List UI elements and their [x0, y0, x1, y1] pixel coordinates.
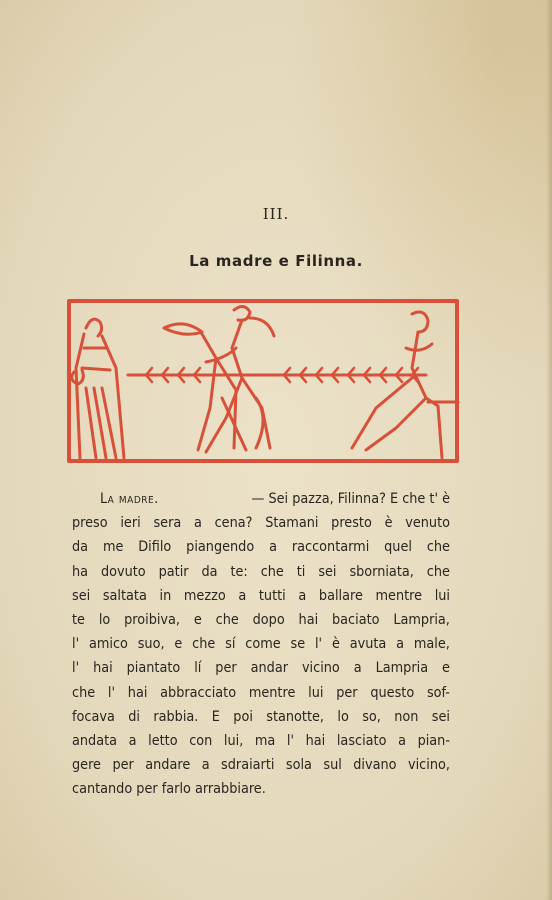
- text-line-8: che l' hai abbracciato mentre lui per questo sof-: [72, 684, 450, 701]
- text-line-1: preso ieri sera a cena? Stamani presto è venuto: [72, 515, 450, 532]
- speaker-name: La madre.: [100, 491, 159, 507]
- text-line-7: l' hai piantato lí per andar vicino a Lampria e: [72, 660, 450, 677]
- chapter-number: III.: [262, 205, 290, 223]
- text-line-6: l' amico suo, e che sí come se l' è avuta a male,: [72, 636, 450, 653]
- ornamental-frieze-illustration: [66, 298, 460, 464]
- standing-figure: [72, 319, 124, 458]
- text-line-5: te lo proibiva, e che dopo hai baciato Lampria,: [72, 611, 450, 628]
- text-line-0: — Sei pazza, Filinna? E che t' è: [251, 491, 450, 507]
- text-line: [72, 487, 450, 511]
- text-line-12: cantando per farlo arrabbiare.: [72, 781, 266, 798]
- text-line-9: focava di rabbia. E poi stanotte, lo so, non sei: [72, 708, 450, 725]
- text-line-11: gere per andare a sdraiarti sola sul divano vicino,: [72, 757, 450, 774]
- text-line-3: ha dovuto patir da te: che ti sei sborniata, che: [72, 563, 450, 580]
- chapter-title: La madre e Filinna.: [189, 252, 363, 270]
- text-line-4: sei saltata in mezzo a tutti a ballare mentre lui: [72, 587, 450, 604]
- seated-figure: [352, 312, 458, 458]
- text-line-10: andata a letto con lui, ma l' hai lasciato a pian-: [72, 732, 450, 749]
- text-line-2: da me Difilo piangendo a raccontarmi quel che: [72, 539, 450, 556]
- body-text: [72, 487, 450, 801]
- page-edge: [546, 0, 552, 900]
